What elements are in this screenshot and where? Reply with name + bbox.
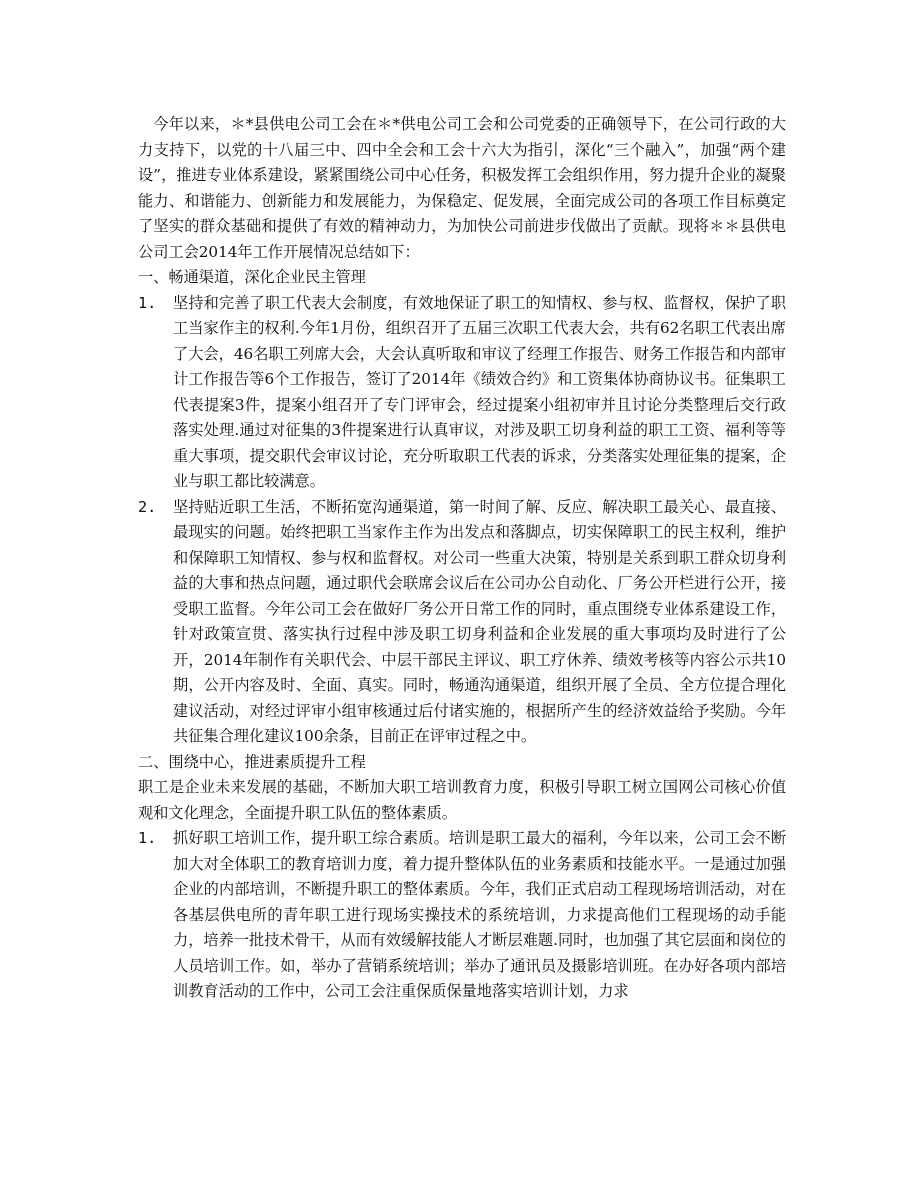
list-item-text: 坚持贴近职工生活，不断拓宽沟通渠道，第一时间了解、反应、解决职工最关心、最直接、最现实的问题。始终把职工当家作主作为出发点和落脚点，切实保障职工的民主权利，维护和保障职工知情权、参与权和监督权。对公司一些重大决策，特别是关系到职工群众切身利益的大事和热点问题，通过职代会联席会议后在公司办公自动化、厂务公开栏进行公开，接受职工监督。今年公司工会在做好厂务公开日常工作的同时，重点围绕专业体系建设工作，针对政策宣贯、落实执行过程中涉及职工切身利益和企业发展的重大事项均及时进行了公开，2014年制作有关职代会、中层干部民主评议、职工疗休养、绩效考核等内容公示共10期，公开内容及时、全面、真实。同时，畅通沟通渠道，组织开展了全员、全方位提合理化建议活动，对经过评审小组审核通过后付诸实施的，根据所产生的经济效益给予奖励。今年共征集合理化建议100余条，目前正在评审过程之中。 — [173, 497, 786, 745]
section1-list-item-1 — [138, 291, 786, 495]
intro-paragraph: 今年以来，＊*县供电公司工会在＊*供电公司工会和公司党委的正确领导下，在公司行政的大力支持下，以党的十八届三中、四中全会和工会十六大为指引，深化“三个融入”，加强“两个建设”，推进专业体系建设，紧紧围绕公司中心任务，积极发挥工会组织作用，努力提升企业的凝聚能力、和谐能力、创新能力和发展能力，为保稳定、促发展，全面完成公司的各项工作目标奠定了坚实的群众基础和提供了有效的精神动力，为加快公司前进步伐做出了贡献。现将＊＊县供电公司工会2014年工作开展情况总结如下： — [138, 115, 786, 261]
list-item-text: 坚持和完善了职工代表大会制度，有效地保证了职工的知情权、参与权、监督权，保护了职工当家作主的权利.今年1月份，组织召开了五届三次职工代表大会，共有62名职工代表出席了大会，46名职工列席大会，大会认真听取和审议了经理工作报告、财务工作报告和内部审计工作报告等6个工作报告，签订了2014年《绩效合约》和工资集体协商协议书。征集职工代表提案3件，提案小组召开了专门评审会，经过提案小组初审并且讨论分类整理后交行政落实处理.通过对征集的3件提案进行认真审议，对涉及职工切身利益的职工工资、福利等等重大事项，提交职代会审议讨论，充分听取职工代表的诉求，分类落实处理征集的提案，企业与职工都比较满意。 — [173, 293, 786, 490]
list-number: 1. — [138, 293, 157, 312]
list-item-text: 抓好职工培训工作，提升职工综合素质。培训是职工最大的福利，今年以来，公司工会不断加大对全体职工的教育培训力度，着力提升整体队伍的业务素质和技能水平。一是通过加强企业的内部培训，不断提升职工的整体素质。今年，我们正式启动工程现场培训活动，对在各基层供电所的青年职工进行现场实操技术的系统培训，力求提高他们工程现场的动手能力，培养一批技术骨干，从而有效缓解技能人才断层难题.同时，也加强了其它层面和岗位的人员培训工作。如，举办了营销系统培训；举办了通讯员及摄影培训班。在办好各项内部培训教育活动的工作中，公司工会注重保质保量地落实培训计划，力求 — [173, 829, 786, 1000]
section2-intro: 职工是企业未来发展的基础，不断加大职工培训教育力度，积极引导职工树立国网公司核心价值观和文化理念，全面提升职工队伍的整体素质。 — [138, 778, 786, 822]
document-body — [138, 112, 786, 1005]
section1-heading: 一、畅通渠道，深化企业民主管理 — [138, 268, 366, 286]
section2-heading: 二、围绕中心，推进素质提升工程 — [138, 752, 366, 771]
list-number: 2. — [138, 497, 157, 516]
section1-list-item-2 — [138, 495, 786, 750]
section2-list-item-1 — [138, 826, 786, 1005]
list-number: 1. — [138, 829, 157, 847]
